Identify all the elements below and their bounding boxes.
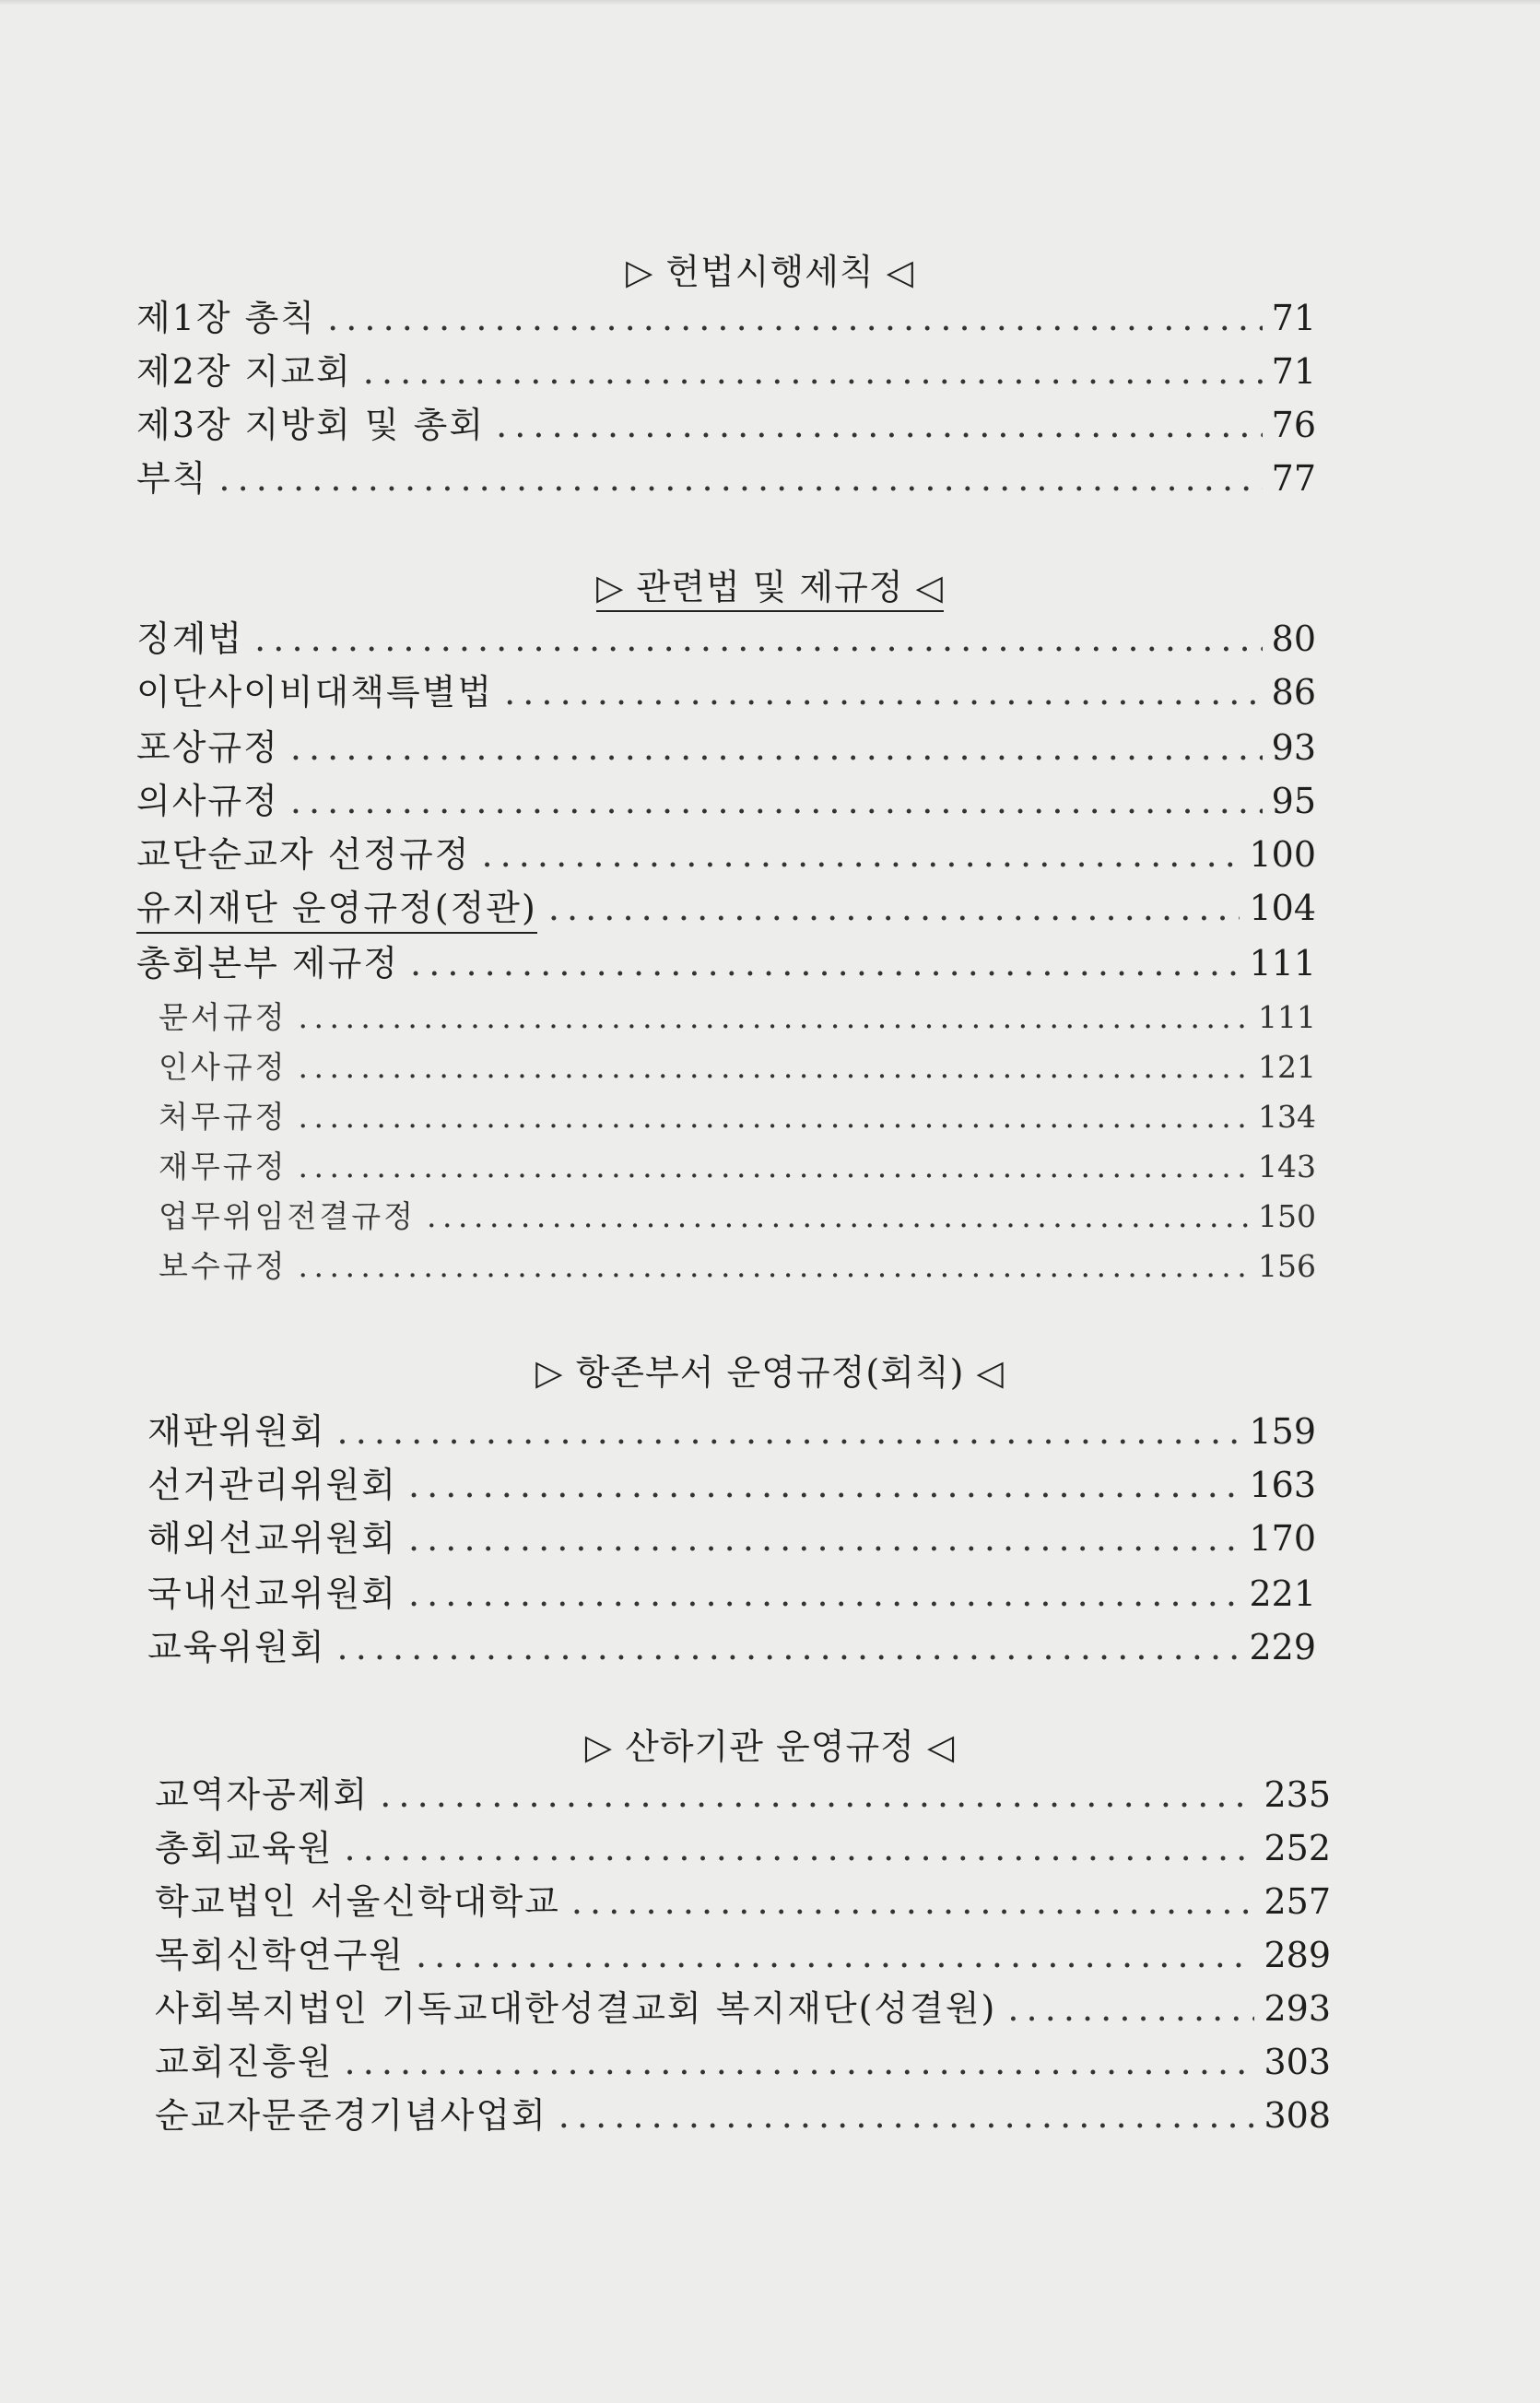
toc-entry[interactable]: [147, 1464, 1316, 1506]
toc-entry[interactable]: [155, 1880, 1331, 1923]
toc-entry-page: 71: [1271, 298, 1316, 338]
dot-leader: [380, 1773, 1254, 1816]
toc-subentry-page: 143: [1258, 1148, 1316, 1184]
section-heading-affiliated-agencies: [0, 1726, 1540, 1768]
toc-entry-page: 95: [1271, 781, 1316, 821]
toc-entry[interactable]: [136, 726, 1316, 769]
toc-entry[interactable]: [136, 833, 1316, 876]
toc-entry-page: 303: [1264, 2042, 1331, 2082]
section-heading-constitution-rules: [0, 251, 1540, 293]
dot-leader: [290, 780, 1263, 822]
toc-entry-title: 교역자공제회: [155, 1774, 370, 1815]
toc-entry-title: 재판위원회: [147, 1411, 326, 1452]
toc-entry[interactable]: [136, 618, 1316, 660]
toc-entry-title: 제3장 지방회 및 총회: [136, 405, 486, 445]
toc-entry-page: 252: [1264, 1828, 1331, 1868]
section-heading-text: ▷ 관련법 및 제규정 ◁: [596, 566, 944, 612]
toc-entry-title: 국내선교위원회: [147, 1573, 397, 1614]
toc-entry[interactable]: [136, 671, 1316, 713]
dot-leader: [408, 1517, 1240, 1560]
toc-subentry-page: 156: [1258, 1248, 1316, 1284]
toc-entry[interactable]: [136, 404, 1316, 446]
toc-entry-title: 순교자문준경기념사업회: [155, 2095, 547, 2136]
dot-leader: [345, 1827, 1255, 1869]
toc-subentry-page: 111: [1258, 999, 1316, 1035]
toc-entry-title: 제2장 지교회: [136, 351, 352, 392]
toc-entry-title: 총회본부 제규정: [136, 943, 400, 984]
toc-entry-title: 총회교육원: [155, 1828, 334, 1868]
toc-entry-title: 선거관리위원회: [147, 1465, 397, 1505]
section-heading-text: ▷ 항존부서 운영규정(회칙) ◁: [535, 1352, 1005, 1393]
toc-entry-title: 유지재단 운영규정(정관): [136, 887, 537, 934]
toc-subentry[interactable]: [159, 1198, 1316, 1235]
dot-leader: [337, 1626, 1240, 1668]
toc-entry-page: 221: [1249, 1573, 1316, 1614]
dot-leader: [327, 297, 1263, 339]
toc-entry-page: 104: [1249, 888, 1316, 928]
toc-entry-page: 159: [1249, 1411, 1316, 1452]
toc-entry[interactable]: [155, 1773, 1331, 1816]
toc-subentry-title: 인사규정: [159, 1049, 288, 1085]
toc-entry-page: 100: [1249, 834, 1316, 875]
toc-entry[interactable]: [155, 2094, 1331, 2137]
dot-leader: [504, 671, 1263, 713]
toc-entry-page: 86: [1271, 672, 1316, 713]
toc-subentry-page: 150: [1258, 1198, 1316, 1234]
toc-entry[interactable]: [147, 1573, 1316, 1615]
toc-entry[interactable]: [147, 1517, 1316, 1560]
dot-leader: [427, 1198, 1249, 1235]
toc-entry-title: 목회신학연구원: [155, 1935, 405, 1975]
toc-entry-page: 71: [1271, 351, 1316, 392]
toc-entry-page: 80: [1271, 618, 1316, 659]
toc-subentry-title: 문서규정: [159, 999, 288, 1035]
page-top-edge: [0, 0, 1540, 6]
toc-entry-page: 76: [1271, 405, 1316, 445]
dot-leader: [299, 1248, 1249, 1285]
toc-entry[interactable]: [136, 887, 1316, 934]
toc-entry[interactable]: [155, 1934, 1331, 1976]
dot-leader: [410, 942, 1240, 984]
toc-entry[interactable]: [136, 780, 1316, 822]
dot-leader: [481, 833, 1240, 876]
dot-leader: [571, 1880, 1255, 1923]
toc-subentry[interactable]: [159, 1248, 1316, 1285]
toc-subentry-page: 121: [1258, 1049, 1316, 1085]
dot-leader: [299, 1049, 1249, 1086]
toc-entry-page: 77: [1271, 458, 1316, 499]
section-heading-text: ▷ 산하기관 운영규정 ◁: [584, 1726, 956, 1767]
toc-entry-title: 제1장 총칙: [136, 298, 317, 338]
toc-entry-page: 93: [1271, 727, 1316, 768]
dot-leader: [290, 726, 1263, 769]
toc-subentry-title: 보수규정: [159, 1248, 288, 1284]
toc-entry[interactable]: [136, 457, 1316, 500]
toc-entry-title: 사회복지법인 기독교대한성결교회 복지재단(성결원): [155, 1988, 997, 2029]
dot-leader: [299, 1099, 1249, 1136]
toc-subentry-title: 업무위임전결규정: [159, 1198, 417, 1234]
dot-leader: [416, 1934, 1255, 1976]
toc-entry-title: 이단사이비대책특별법: [136, 672, 494, 713]
toc-entry-title: 교회진흥원: [155, 2042, 334, 2082]
dot-leader: [408, 1573, 1240, 1615]
dot-leader: [218, 457, 1262, 500]
toc-entry-page: 293: [1264, 1988, 1331, 2029]
section-heading-standing-departments: [0, 1351, 1540, 1394]
toc-subentry[interactable]: [159, 1099, 1316, 1136]
section-heading-related-laws: [0, 566, 1540, 612]
toc-entry-page: 163: [1249, 1465, 1316, 1505]
section-heading-text: ▷ 헌법시행세칙 ◁: [626, 252, 914, 292]
toc-subentry-page: 134: [1258, 1099, 1316, 1135]
dot-leader: [299, 1148, 1249, 1185]
toc-entry-title: 교육위원회: [147, 1627, 326, 1667]
dot-leader: [337, 1410, 1240, 1453]
toc-entry[interactable]: [155, 2041, 1331, 2083]
dot-leader: [496, 404, 1263, 446]
dot-leader: [558, 2094, 1255, 2137]
toc-entry-page: 257: [1264, 1881, 1331, 1922]
toc-entry-title: 부칙: [136, 458, 208, 499]
toc-entry[interactable]: [147, 1410, 1316, 1453]
toc-entry[interactable]: [136, 297, 1316, 339]
toc-entry-page: 111: [1249, 943, 1316, 984]
toc-entry-page: 229: [1249, 1627, 1316, 1667]
toc-entry-title: 의사규정: [136, 781, 279, 821]
dot-leader: [299, 999, 1249, 1036]
dot-leader: [1007, 1987, 1254, 2030]
toc-entry-title: 포상규정: [136, 727, 279, 768]
toc-entry[interactable]: [155, 1827, 1331, 1869]
toc-entry[interactable]: [155, 1987, 1331, 2030]
toc-entry[interactable]: [147, 1626, 1316, 1668]
toc-entry-page: 289: [1264, 1935, 1331, 1975]
toc-subentry-title: 재무규정: [159, 1148, 288, 1184]
toc-entry-title: 학교법인 서울신학대학교: [155, 1881, 560, 1922]
toc-subentry[interactable]: [159, 1049, 1316, 1086]
toc-entry-page: 235: [1264, 1774, 1331, 1815]
dot-leader: [548, 887, 1240, 929]
toc-entry-page: 170: [1249, 1518, 1316, 1559]
dot-leader: [345, 2041, 1255, 2083]
toc-subentry[interactable]: [159, 1148, 1316, 1185]
toc-entry-page: 308: [1264, 2095, 1331, 2136]
toc-entry-title: 해외선교위원회: [147, 1518, 397, 1559]
toc-subentry-title: 처무규정: [159, 1099, 288, 1135]
dot-leader: [363, 350, 1263, 393]
toc-entry-title: 징계법: [136, 618, 244, 659]
toc-entry[interactable]: [136, 350, 1316, 393]
toc-entry[interactable]: [136, 942, 1316, 984]
toc-entry-title: 교단순교자 선정규정: [136, 834, 471, 875]
dot-leader: [408, 1464, 1240, 1506]
toc-subentry[interactable]: [159, 999, 1316, 1036]
dot-leader: [254, 618, 1263, 660]
